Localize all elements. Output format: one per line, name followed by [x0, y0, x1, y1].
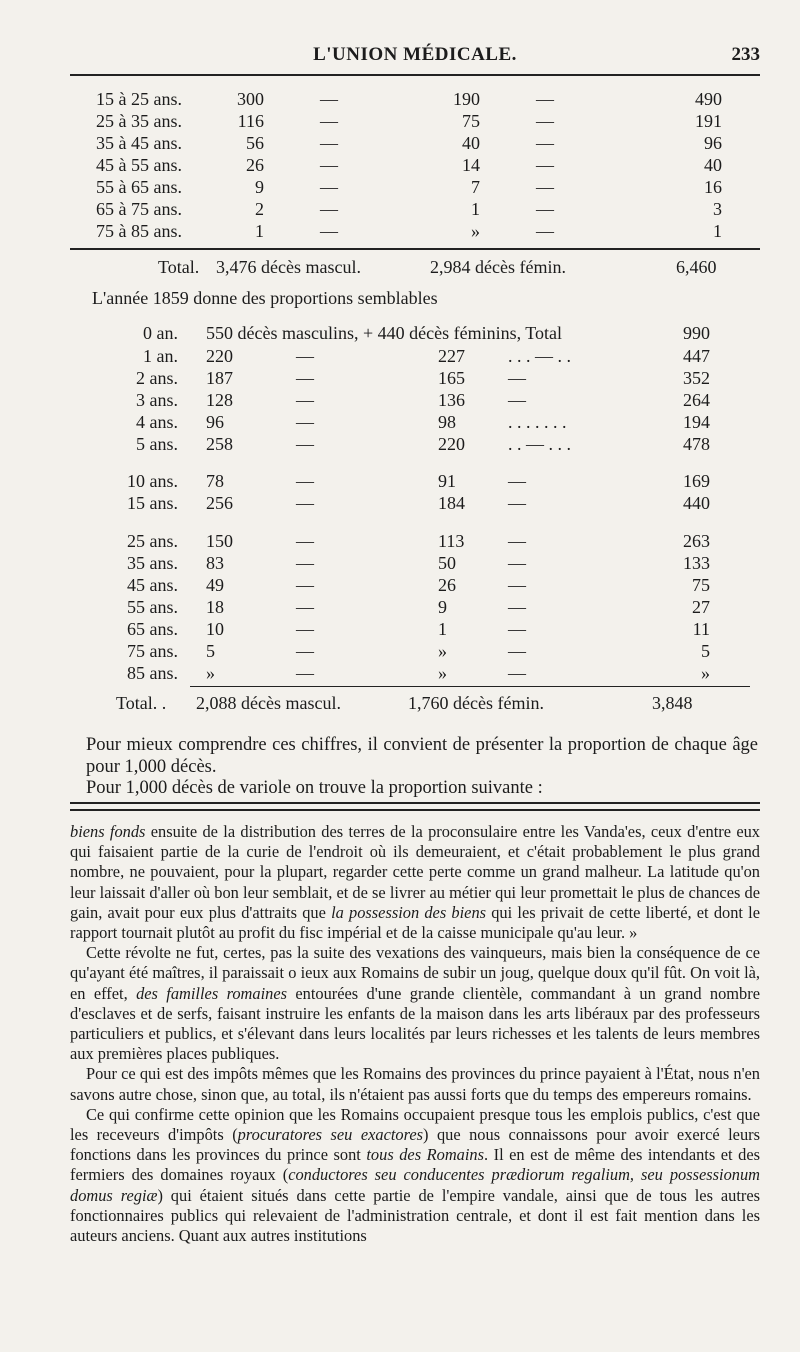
ditto-mark: — [508, 368, 526, 388]
masculine-cell: » [206, 663, 215, 683]
text-run: Cette révolte ne fut, certes, pas la suite des vexations des vainqueurs, mais bien la conséquence de ce qu'ayant été maîtres, il paraissait o ieux aux Romains de subir un joug, quelque doux qu'il fût. On voit là, en effet, [70, 943, 760, 1003]
total-cell: 264 [683, 390, 710, 410]
paragraph [70, 1105, 760, 1246]
ditto-mark: — [296, 493, 314, 513]
ditto-mark: — [320, 155, 338, 175]
feminine-cell: 9 [438, 597, 447, 617]
total-cell: 3 [713, 199, 722, 219]
italic-term: biens fonds [70, 822, 146, 841]
ditto-mark: — [536, 133, 554, 153]
table-row [0, 470, 800, 492]
proportion-heading: Pour 1,000 décès de variole on trouve la proportion suivante : [86, 778, 543, 798]
table-row [0, 389, 800, 411]
age-cell: 4 ans. [136, 412, 178, 432]
table-row [0, 176, 800, 198]
page-number: 233 [731, 44, 760, 65]
table-row [0, 662, 800, 684]
feminine-cell: 7 [471, 177, 480, 197]
ditto-mark: — [536, 199, 554, 219]
paragraph [70, 822, 760, 943]
text-run: qui les privait de cette liberté, et dont le rapport tournait plutôt au profit du fisc impérial et de la caisse municipale qu'au leur. » [70, 902, 760, 943]
total-cell: 263 [683, 531, 710, 551]
ditto-mark: — [508, 641, 526, 661]
ditto-mark: — [508, 493, 526, 513]
table-row [0, 530, 800, 552]
total-label: Total. [158, 257, 200, 277]
masculine-cell: 150 [206, 531, 233, 551]
intro-1859: L'année 1859 donne des proportions semblables [92, 288, 438, 308]
running-head [70, 44, 760, 72]
age-cell: 10 ans. [127, 471, 178, 491]
table-row [0, 596, 800, 618]
table-row [0, 345, 800, 367]
feminine-cell: 184 [438, 493, 465, 513]
total-cell: 133 [683, 553, 710, 573]
age-cell: 85 ans. [127, 663, 178, 683]
ditto-mark: — [320, 177, 338, 197]
ditto-mark: — [296, 641, 314, 661]
ditto-mark: — [320, 111, 338, 131]
ditto-mark: — [320, 133, 338, 153]
text-run: entourées d'une grande clientèle, commandant à un grand nombre d'esclaves et de serfs, faisant instruire les enfants de la maison dans les arts libéraux par des professeurs particuliers et publics, et s'élevant dans leurs localités par leurs richesses et les talents de leurs membres aux premières places publiques. [70, 983, 760, 1064]
table1-rule [70, 248, 760, 250]
total-cell: 478 [683, 434, 710, 454]
ditto-mark: — [508, 663, 526, 683]
text-run: ) qui étaient situés dans cette partie de l'empire vandale, ainsi que de tous les autres fonctionnaires publics qui relevaient de l'administration centrale, et dont il est fait mention dans les auteurs anciens. Quant aux autres institutions [70, 1185, 760, 1246]
total-cell: 169 [683, 471, 710, 491]
ditto-mark: — [508, 390, 526, 410]
table-row [0, 640, 800, 662]
text-run: ensuite de la distribution des terres de la proconsulaire entre les Vanda'es, ceux d'entre eux qui faisaient partie de la curie de l'endroit où ils demeuraient, et c'était probablement le plus grand nombre, ne pouvaient, pour la plupart, regarder cette perte comme un grand malheur. La latitude qu'on leur laissait d'aller où bon leur semblait, et de se livrer au métier qui leur promettait le plus de chances de gain, avait pour eux plus d'attraits que [70, 822, 760, 922]
feminine-cell: 14 [462, 155, 480, 175]
italic-term: la possession des biens [331, 902, 487, 922]
total-cell: 352 [683, 368, 710, 388]
age-cell: 65 à 75 ans. [96, 199, 182, 219]
feminine-cell: 50 [438, 553, 456, 573]
feminine-cell: 1 [471, 199, 480, 219]
ditto-mark: — [536, 155, 554, 175]
age-cell: 1 an. [143, 346, 178, 366]
total-masculine: 2,088 décès mascul. [196, 693, 341, 713]
age-cell: 35 à 45 ans. [96, 133, 182, 153]
age-cell: 65 ans. [127, 619, 178, 639]
table-row [0, 322, 800, 344]
table-row [0, 433, 800, 455]
feminine-cell: 91 [438, 471, 456, 491]
total-feminine: 2,984 décès fémin. [430, 257, 566, 277]
table-row [0, 110, 800, 132]
masculine-cell: 550 décès masculins, + 440 décès féminins, Total [206, 323, 562, 343]
text-run: ) que nous connaissons pour avoir exercé leurs fonctions dans les provinces du prince sont [70, 1125, 760, 1165]
section-separator [70, 802, 760, 811]
masculine-cell: 18 [206, 597, 224, 617]
masculine-cell: 56 [246, 133, 264, 153]
age-cell: 35 ans. [127, 553, 178, 573]
total-cell: 16 [704, 177, 722, 197]
masculine-cell: 2 [255, 199, 264, 219]
masculine-cell: 96 [206, 412, 224, 432]
total-cell: 990 [683, 323, 710, 343]
ditto-mark: — [296, 531, 314, 551]
masculine-cell: 49 [206, 575, 224, 595]
ditto-mark: — [508, 531, 526, 551]
italic-term: procuratores seu exactores [237, 1125, 424, 1145]
ditto-mark: — [320, 89, 338, 109]
age-cell: 55 ans. [127, 597, 178, 617]
total-cell: 447 [683, 346, 710, 366]
ditto-mark: — [508, 553, 526, 573]
age-cell: 75 à 85 ans. [96, 221, 182, 241]
table-row [0, 574, 800, 596]
masculine-cell: 128 [206, 390, 233, 410]
total-cell: 96 [704, 133, 722, 153]
masculine-cell: 78 [206, 471, 224, 491]
masculine-cell: 256 [206, 493, 233, 513]
paragraph: Pour ce qui est des impôts mêmes que les Romains des provinces du prince payaient à l'État, nous n'en savons autre chose, sinon que, au total, ils n'étaient pas aussi forts que du temps des empereurs romains. [70, 1064, 760, 1104]
age-cell: 5 ans. [136, 434, 178, 454]
total-feminine: 1,760 décès fémin. [408, 693, 544, 713]
ditto-mark: — [296, 471, 314, 491]
ditto-mark: — [320, 221, 338, 241]
masculine-cell: 1 [255, 221, 264, 241]
total-masculine: 3,476 décès mascul. [216, 257, 361, 277]
table1-total-row [0, 256, 800, 278]
ditto-mark: — [296, 368, 314, 388]
table-row [0, 492, 800, 514]
total-cell: 5 [701, 641, 710, 661]
masculine-cell: 10 [206, 619, 224, 639]
total-cell: 490 [695, 89, 722, 109]
table-row [0, 552, 800, 574]
total-cell: 194 [683, 412, 710, 432]
feminine-cell: 136 [438, 390, 465, 410]
ditto-mark: — [296, 412, 314, 432]
ditto-mark: — [508, 575, 526, 595]
ditto-mark: — [296, 597, 314, 617]
ditto-mark: — [508, 471, 526, 491]
table2-total-row [0, 692, 800, 714]
ditto-mark: — [536, 111, 554, 131]
ditto-mark: — [536, 221, 554, 241]
total-cell: » [701, 663, 710, 683]
ditto-mark: — [296, 390, 314, 410]
masculine-cell: 5 [206, 641, 215, 661]
table-row [0, 88, 800, 110]
table-row [0, 220, 800, 242]
age-cell: 15 ans. [127, 493, 178, 513]
feminine-cell: 227 [438, 346, 465, 366]
total-label: Total. . [116, 693, 167, 713]
masculine-cell: 116 [237, 111, 264, 131]
italic-term: des familles romaines [136, 983, 287, 1003]
journal-title: L'UNION MÉDICALE. [313, 44, 517, 65]
ditto-mark: — [536, 89, 554, 109]
table-row [0, 367, 800, 389]
masculine-cell: 258 [206, 434, 233, 454]
masculine-cell: 187 [206, 368, 233, 388]
age-cell: 45 ans. [127, 575, 178, 595]
feminine-cell: » [438, 641, 447, 661]
italic-term: tous des Romains [366, 1145, 484, 1165]
ditto-mark: — [296, 663, 314, 683]
age-cell: 75 ans. [127, 641, 178, 661]
age-cell: 25 ans. [127, 531, 178, 551]
age-cell: 0 an. [143, 323, 178, 343]
feminine-cell: 1 [438, 619, 447, 639]
feminine-cell: 113 [438, 531, 465, 551]
table-row [0, 132, 800, 154]
ditto-mark: — [508, 597, 526, 617]
ditto-mark: — [296, 553, 314, 573]
feminine-cell: 98 [438, 412, 456, 432]
feminine-cell: 75 [462, 111, 480, 131]
age-cell: 55 à 65 ans. [96, 177, 182, 197]
total-cell: 40 [704, 155, 722, 175]
masculine-cell: 26 [246, 155, 264, 175]
feminine-cell: 190 [453, 89, 480, 109]
ditto-mark: . . . . . . . [508, 412, 567, 432]
table-row [0, 411, 800, 433]
ditto-mark: — [508, 619, 526, 639]
ditto-mark: — [536, 177, 554, 197]
paragraph [70, 943, 760, 1064]
total-cell: 11 [692, 619, 710, 639]
feminine-cell: » [471, 221, 480, 241]
feminine-cell: 165 [438, 368, 465, 388]
table-row [0, 618, 800, 640]
ditto-mark: — [320, 199, 338, 219]
text-run: Ce qui confirme cette opinion que les Romains occupaient presque tous les emplois publics, c'est que les receveurs d'impôts ( [70, 1104, 760, 1145]
feminine-cell: 26 [438, 575, 456, 595]
table2-rule [190, 686, 750, 687]
ditto-mark: . . . — . . [508, 346, 571, 366]
feminine-cell: 40 [462, 133, 480, 153]
header-rule [70, 74, 760, 76]
total-cell: 440 [683, 493, 710, 513]
ditto-mark: — [296, 575, 314, 595]
masculine-cell: 83 [206, 553, 224, 573]
masculine-cell: 300 [237, 89, 264, 109]
table-row [0, 198, 800, 220]
feminine-cell: 220 [438, 434, 465, 454]
total-all: 6,460 [676, 257, 717, 277]
ditto-mark: . . — . . . [508, 434, 571, 454]
total-cell: 191 [695, 111, 722, 131]
ditto-mark: — [296, 619, 314, 639]
feminine-cell: » [438, 663, 447, 683]
age-cell: 45 à 55 ans. [96, 155, 182, 175]
masculine-cell: 9 [255, 177, 264, 197]
text-run: . Il en est de même des intendants et des fermiers des domaines royaux ( [70, 1145, 760, 1185]
age-cell: 15 à 25 ans. [96, 89, 182, 109]
proportion-paragraph: Pour mieux comprendre ces chiffres, il convient de présenter la proportion de chaque âge pour 1,000 décès. [86, 735, 758, 777]
age-cell: 3 ans. [136, 390, 178, 410]
ditto-mark: — [296, 434, 314, 454]
total-all: 3,848 [652, 693, 693, 713]
ditto-mark: — [296, 346, 314, 366]
total-cell: 1 [713, 221, 722, 241]
age-cell: 25 à 35 ans. [96, 111, 182, 131]
masculine-cell: 220 [206, 346, 233, 366]
article-body [70, 822, 760, 1246]
total-cell: 27 [692, 597, 710, 617]
total-cell: 75 [692, 575, 710, 595]
table-row [0, 154, 800, 176]
age-cell: 2 ans. [136, 368, 178, 388]
italic-term: conductores seu conducentes prædiorum regalium, seu possessionum domus regiæ [70, 1165, 760, 1205]
